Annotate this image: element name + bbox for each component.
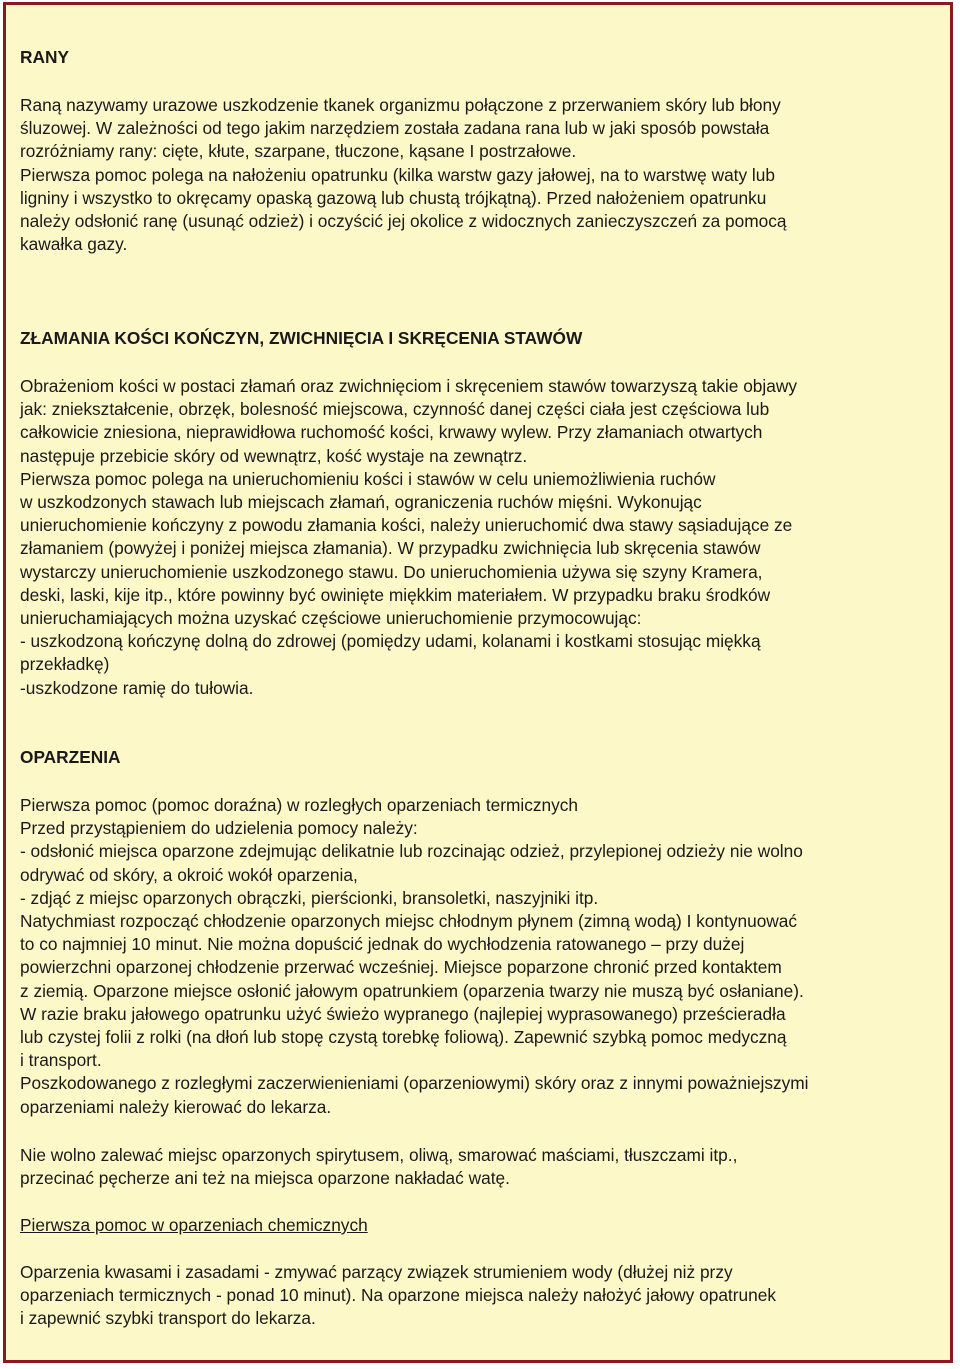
section-title-rany: RANY [20, 47, 69, 67]
text-line: oparzeniami należy kierować do lekarza. [20, 1096, 332, 1117]
text-line: -uszkodzone ramię do tułowia. [20, 677, 254, 698]
text-line: Pierwsza pomoc polega na nałożeniu opatrunku (kilka warstw gazy jałowej, na to warstwę waty lub [20, 164, 775, 185]
section-body-chemiczne [20, 1261, 936, 1331]
text-line: - uszkodzoną kończynę dolną do zdrowej (pomiędzy udami, kolanami i kostkami stosując miękką [20, 631, 761, 652]
text-line: deski, laski, kije itp., które powinny być owinięte miękkim materiałem. W przypadku braku środków [20, 584, 771, 605]
text-line: Oparzenia kwasami i zasadami - zmywać parzący związek strumieniem wody (dłużej niż przy [20, 1262, 733, 1282]
text-line: rozróżniamy rany: cięte, kłute, szarpane, tłuczone, kąsane I postrzałowe. [20, 141, 577, 162]
text-line: ligniny i wszystko to okręcamy opaską gazową lub chustą trójkątną). Przed nałożeniem opatrunku [20, 187, 767, 208]
text-line: z ziemią. Oparzone miejsce osłonić jałowym opatrunkiem (oparzenia twarzy nie muszą być osłaniane). [20, 980, 804, 1001]
text-line: przekładkę) [20, 654, 110, 675]
text-line: unieruchomienie kończyny z powodu złamania kości, należy unieruchomić dwa stawy sąsiadujące ze [20, 515, 793, 536]
text-line: Nie wolno zalewać miejsc oparzonych spirytusem, oliwą, smarować maściami, tłuszczami itp., [20, 1145, 738, 1165]
text-line: W razie braku jałowego opatrunku użyć świeżo wypranego (najlepiej wyprasowanego) prześcieradła [20, 1003, 786, 1024]
text-line: Natychmiast rozpocząć chłodzenie oparzonych miejsc chłodnym płynem (zimną wodą) I kontynuować [20, 911, 798, 932]
text-line: unieruchamiających można uzyskać częściowe unieruchomienie przymocowując: [20, 608, 642, 629]
section-title-zlamania: ZŁAMANIA KOŚCI KOŃCZYN, ZWICHNIĘCIA I SKRĘCENIA STAWÓW [20, 328, 583, 348]
section-body-rany [20, 94, 936, 256]
text-line: następuje przebicie skóry od wewnątrz, kość wystaje na zewnątrz. [20, 445, 528, 466]
text-line: kawałka gazy. [20, 234, 128, 255]
text-line: i zapewnić szybki transport do lekarza. [20, 1308, 316, 1329]
text-line: oparzeniach termicznych - ponad 10 minut). Na oparzone miejsca należy nałożyć jałowy opatrunek [20, 1285, 776, 1306]
text-line: wystarczy unieruchomienie uszkodzonego stawu. Do unieruchomienia używa się szyny Kramera, [20, 561, 763, 582]
text-line: Obrażeniom kości w postaci złamań oraz zwichnięciom i skręceniem stawów towarzyszą takie objawy [20, 376, 797, 396]
text-line: to co najmniej 10 minut. Nie można dopuścić jednak do wychłodzenia ratowanego – przy dużej [20, 934, 745, 955]
text-line: Pierwsza pomoc (pomoc doraźna) w rozległych oparzeniach termicznych [20, 795, 579, 815]
text-line: odrywać od skóry, a okroić wokół oparzenia, [20, 864, 358, 885]
text-line: lub czystej folii z rolki (na dłoń lub stopę czystą torebkę foliową). Zapewnić szybką pomoc medyczną [20, 1027, 787, 1048]
text-line: - odsłonić miejsca oparzone zdejmując delikatnie lub rozcinając odzież, przylepionej odzieży nie wolno [20, 841, 803, 862]
text-line: powierzchni oparzonej chłodzenie przerwać wcześniej. Miejsce poparzone chronić przed kontaktem [20, 957, 782, 978]
text-line: Poszkodowanego z rozległymi zaczerwienieniami (oparzeniowymi) skóry oraz z innymi poważniejszymi [20, 1073, 809, 1094]
text-line: przecinać pęcherze ani też na miejsca oparzone nakładać watę. [20, 1168, 510, 1189]
section-body-zlamania [20, 375, 936, 700]
document-page [3, 2, 953, 1363]
text-line: w uszkodzonych stawach lub miejscach złamań, ograniczenia ruchów mięśni. Wykonując [20, 492, 702, 513]
text-line: i transport. [20, 1050, 102, 1071]
section-title-chemiczne: Pierwsza pomoc w oparzeniach chemicznych [20, 1215, 368, 1235]
text-line: - zdjąć z miejsc oparzonych obrączki, pierścionki, bransoletki, naszyjniki itp. [20, 887, 599, 908]
text-line: należy odsłonić ranę (usunąć odzież) i oczyścić jej okolice z widocznych zanieczyszczeń za pomocą [20, 211, 787, 232]
section-title-oparzenia: OPARZENIA [20, 747, 121, 767]
text-line: całkowicie zniesiona, nieprawidłowa ruchomość kości, krwawy wylew. Przy złamaniach otwartych [20, 422, 763, 443]
text-line: jak: zniekształcenie, obrzęk, bolesność miejscowa, czynność danej części ciała jest częściowa lub [20, 399, 770, 420]
text-line: Pierwsza pomoc polega na unieruchomieniu kości i stawów w celu uniemożliwienia ruchów [20, 468, 716, 489]
section-body-oparzenia [20, 794, 940, 1119]
text-line: złamaniem (powyżej i poniżej miejsca złamania). W przypadku zwichnięcia lub skręcenia stawów [20, 538, 761, 559]
text-line: śluzowej. W zależności od tego jakim narzędziem została zadana rana lub w jaki sposób powstała [20, 118, 770, 139]
text-line: Raną nazywamy urazowe uszkodzenie tkanek organizmu połączone z przerwaniem skóry lub błony [20, 95, 781, 115]
oparzenia-warning [20, 1144, 936, 1190]
text-line: Przed przystąpieniem do udzielenia pomocy należy: [20, 818, 418, 839]
